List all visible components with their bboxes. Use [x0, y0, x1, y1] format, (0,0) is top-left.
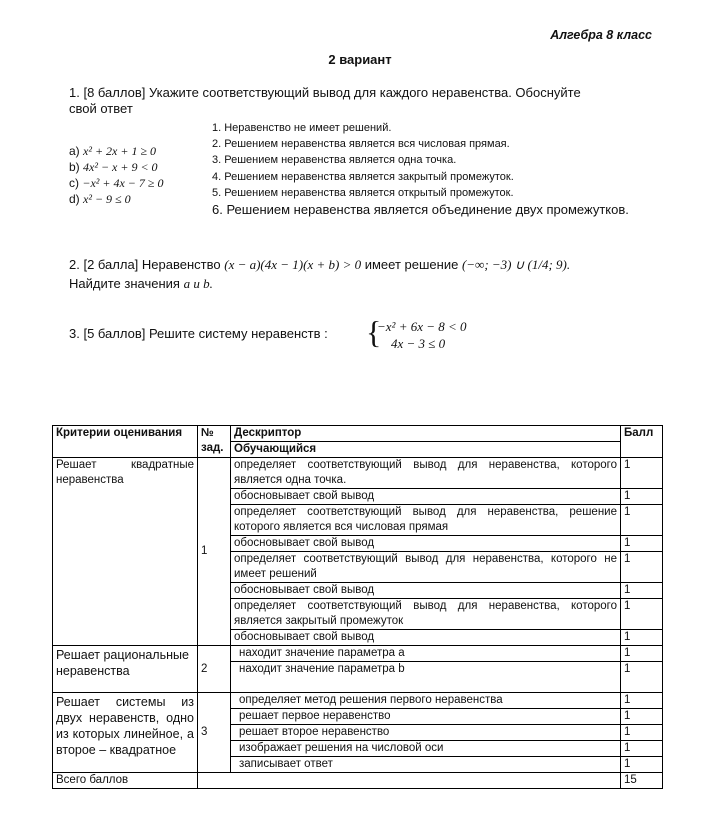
score-cell: 1	[621, 536, 663, 552]
descriptor-cell: определяет соответствующий вывод для неравенства, которого является закрытый промежуток	[231, 599, 621, 630]
criteria-cell: Решает системы из двух неравенств, одно из которых линейное, а второе – квадратное	[53, 693, 198, 773]
subject-header: Алгебра 8 класс	[550, 28, 652, 42]
table-row	[53, 646, 663, 662]
total-row	[53, 773, 663, 789]
table-header-row	[53, 426, 663, 442]
descriptor-cell: находит значение параметра a	[231, 646, 621, 662]
score-cell: 1	[621, 693, 663, 709]
inequality-expr: x² + 2x + 1 ≥ 0	[83, 144, 157, 158]
score-cell: 1	[621, 599, 663, 630]
score-cell: 1	[621, 630, 663, 646]
inequality-c	[69, 175, 163, 191]
descriptor-cell: записывает ответ	[231, 757, 621, 773]
inequality-expr: x² − 9 ≤ 0	[83, 192, 131, 206]
score-cell: 1	[621, 757, 663, 773]
descriptor-cell: определяет соответствующий вывод для неравенства, которого является одна точка.	[231, 458, 621, 489]
system-line-1: −x² + 6x − 8 < 0	[377, 319, 467, 334]
task1-inequalities	[69, 143, 163, 207]
total-empty	[198, 773, 621, 789]
system-line-2: 4x − 3 ≤ 0	[391, 336, 446, 351]
option-6: 6. Решением неравенства является объединение двух промежутков.	[212, 202, 629, 217]
descriptor-cell: определяет соответствующий вывод для неравенства, решение которого является вся числовая прямая	[231, 505, 621, 536]
descriptor-cell: обосновывает свой вывод	[231, 583, 621, 599]
score-cell: 1	[621, 725, 663, 741]
table-row	[53, 458, 663, 489]
inequality-label: b)	[69, 160, 80, 174]
inequality-a	[69, 143, 163, 159]
inequality-label: d)	[69, 192, 80, 206]
score-cell: 1	[621, 662, 663, 693]
task2-vars: a и b.	[183, 276, 213, 291]
criteria-cell: Решает квадратные неравенства	[53, 458, 198, 646]
option-4: 4. Решением неравенства является закрытый промежуток.	[212, 170, 514, 183]
task-num-cell: 1	[198, 458, 231, 646]
header-num: № зад.	[198, 426, 231, 458]
descriptor-cell: определяет соответствующий вывод для неравенства, которого не имеет решений	[231, 552, 621, 583]
task1-prompt: 1. [8 баллов] Укажите соответствующий вывод для каждого неравенства. Обоснуйте свой ответ	[69, 85, 581, 116]
task2-solution: (−∞; −3) ∪ (1/4; 9).	[461, 257, 571, 272]
option-2: 2. Решением неравенства является вся числовая прямая.	[212, 138, 510, 151]
variant-title: 2 вариант	[328, 52, 392, 67]
inequality-d	[69, 191, 163, 207]
option-5: 5. Решением неравенства является открытый промежуток.	[212, 186, 514, 199]
inequality-expr: −x² + 4x − 7 ≥ 0	[82, 176, 164, 190]
score-cell: 1	[621, 458, 663, 489]
score-cell: 1	[621, 646, 663, 662]
assessment-table	[52, 425, 663, 789]
descriptor-cell: обосновывает свой вывод	[231, 630, 621, 646]
score-cell: 1	[621, 583, 663, 599]
score-cell: 1	[621, 505, 663, 536]
descriptor-cell: определяет метод решения первого неравенства	[231, 693, 621, 709]
inequality-label: a)	[69, 144, 80, 158]
task2-text: 2. [2 балла] Неравенство	[69, 257, 221, 272]
inequality-b	[69, 159, 163, 175]
header-sub: Обучающийся	[231, 442, 621, 458]
descriptor-cell: обосновывает свой вывод	[231, 536, 621, 552]
task2-text: имеет решение	[364, 257, 459, 272]
total-label: Всего баллов	[53, 773, 198, 789]
table-row	[53, 693, 663, 709]
task2-expression: (x − a)(4x − 1)(x + b) > 0	[224, 257, 362, 272]
score-cell: 1	[621, 489, 663, 505]
task2-prompt	[69, 255, 669, 293]
descriptor-cell: находит значение параметра b	[231, 662, 621, 693]
total-score: 15	[621, 773, 663, 789]
task1-options	[212, 120, 652, 201]
descriptor-cell: решает второе неравенство	[231, 725, 621, 741]
header-score: Балл	[621, 426, 663, 458]
criteria-cell: Решает рациональные неравенства	[53, 646, 198, 693]
inequality-label: c)	[69, 176, 79, 190]
task2-question: Найдите значения	[69, 276, 180, 291]
score-cell: 1	[621, 709, 663, 725]
header-criteria: Критерии оценивания	[53, 426, 198, 458]
descriptor-cell: изображает решения на числовой оси	[231, 741, 621, 757]
option-3: 3. Решением неравенства является одна точка.	[212, 154, 457, 167]
descriptor-cell: решает первое неравенство	[231, 709, 621, 725]
score-cell: 1	[621, 552, 663, 583]
descriptor-cell: обосновывает свой вывод	[231, 489, 621, 505]
task3-prompt: 3. [5 баллов] Решите систему неравенств :	[69, 326, 328, 341]
option-1: 1. Неравенство не имеет решений.	[212, 122, 392, 134]
task-num-cell: 3	[198, 693, 231, 773]
task-num-cell: 2	[198, 646, 231, 693]
score-cell: 1	[621, 741, 663, 757]
inequality-expr: 4x² − x + 9 < 0	[83, 160, 158, 174]
system-brace: {	[366, 314, 382, 350]
header-descriptor: Дескриптор	[231, 426, 621, 442]
